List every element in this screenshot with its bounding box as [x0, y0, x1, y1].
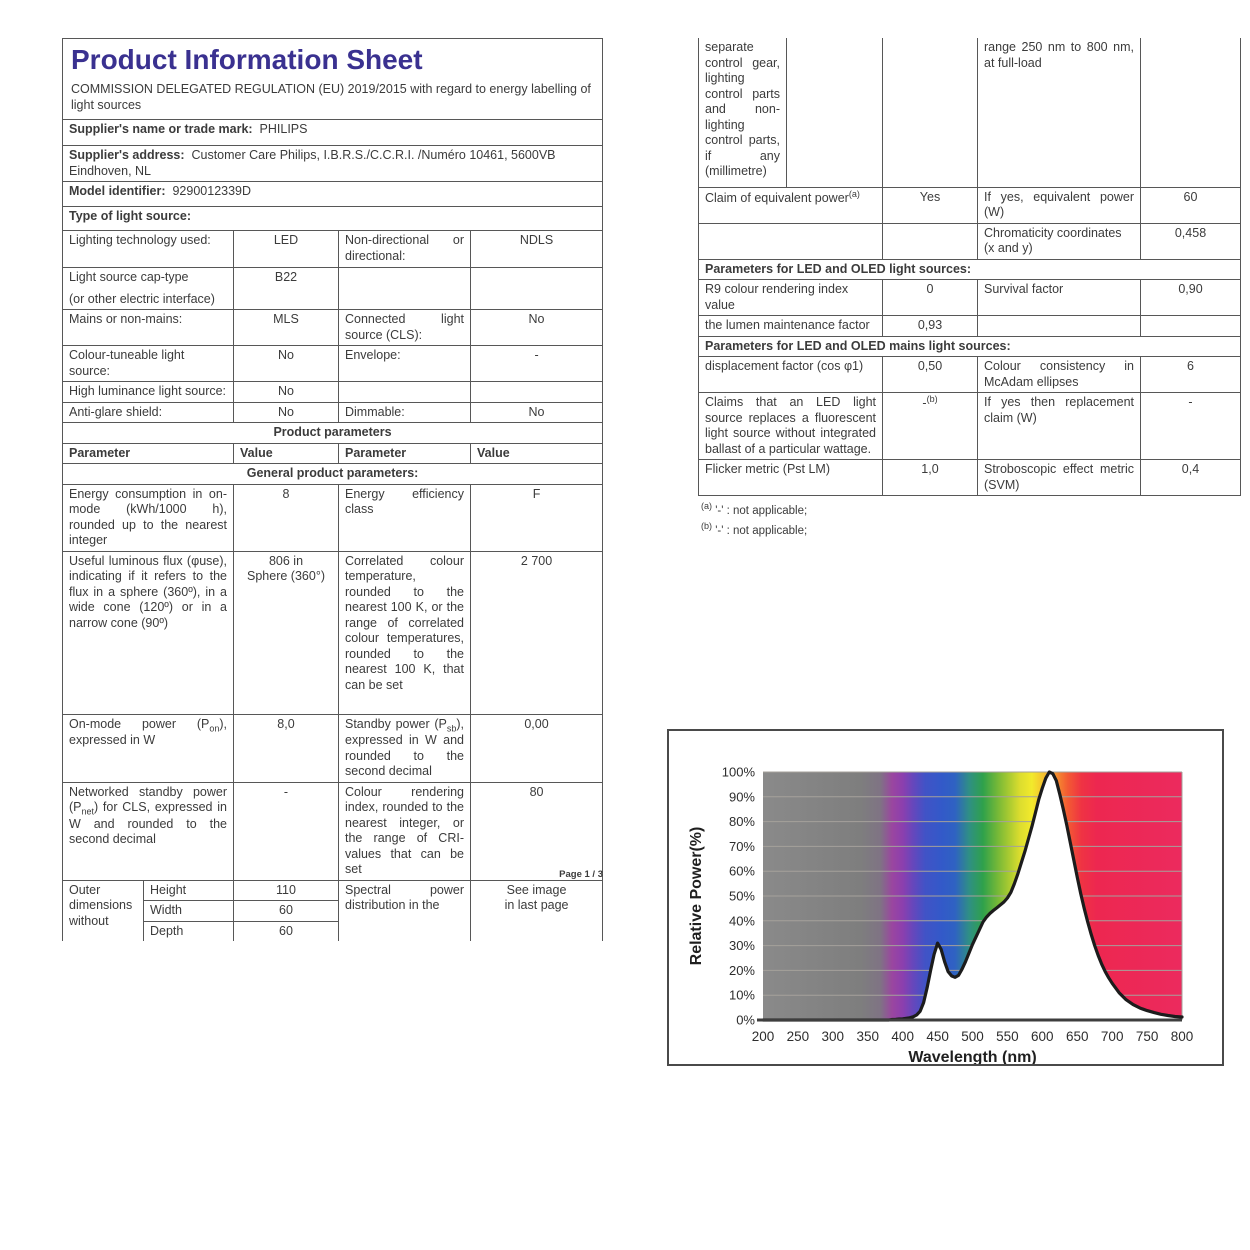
spectral-distribution-value [471, 880, 603, 941]
param-label: Claim of equivalent power$^{(a)}$ [699, 187, 883, 223]
param-label: Survival factor [978, 280, 1141, 316]
svg-text:20%: 20% [728, 962, 755, 978]
page-title: Product Information Sheet [71, 44, 423, 75]
param-label: Envelope: [339, 346, 471, 382]
param-value: 60 [1141, 187, 1241, 223]
param-label: Colour rendering index, rounded to the nearest integer, or the range of CRI-values that can be set [339, 782, 471, 880]
footnotes [698, 501, 1240, 541]
column-header-parameter: Parameter [63, 443, 234, 464]
footnote-b: $^{(b)}$ '-' : not applicable; [701, 521, 808, 537]
param-label: Energy consumption in on-mode (kWh/1000 h), rounded up to the nearest integer [63, 484, 234, 551]
svg-text:30%: 30% [728, 938, 755, 954]
param-label: Chromaticity coordinates (x and y) [978, 223, 1141, 259]
dimension-value: 60 [234, 901, 339, 922]
param-value: Yes [883, 187, 978, 223]
param-value: 8,0 [234, 714, 339, 782]
regulation-subtitle: COMMISSION DELEGATED REGULATION (EU) 2019/2015 with regard to energy labelling of light sources [71, 82, 591, 112]
column-header-value: Value [234, 443, 339, 464]
param-value: B22 [234, 268, 339, 310]
spectral-distribution-label: Spectral power distribution in the [339, 880, 471, 941]
svg-text:300: 300 [821, 1029, 845, 1044]
svg-text:Relative Power(%): Relative Power(%) [688, 826, 705, 966]
spd-chart [669, 731, 1222, 1064]
param-label: Dimmable: [339, 402, 471, 423]
dimension-label: Depth [144, 921, 234, 941]
svg-text:100%: 100% [721, 764, 755, 780]
model-identifier-row [63, 182, 603, 207]
left-page-column [62, 38, 602, 941]
model-identifier-value: 9290012339D [172, 184, 252, 198]
model-identifier-label: Model identifier: [69, 184, 166, 198]
see-image-line1: See image [506, 882, 567, 897]
svg-text:Wavelength (nm): Wavelength (nm) [908, 1049, 1037, 1064]
param-label: Anti-glare shield: [63, 402, 234, 423]
param-label: On-mode power $(P_{on})$, expressed in W [63, 714, 234, 782]
empty-cell [699, 223, 883, 259]
svg-text:350: 350 [856, 1029, 880, 1044]
param-value: 0,90 [1141, 280, 1241, 316]
svg-text:600: 600 [1031, 1029, 1054, 1044]
svg-text:400: 400 [891, 1029, 914, 1044]
title-cell [63, 39, 603, 120]
param-value: 80 [471, 782, 603, 880]
cap-type-line2: (or other electric interface) [69, 291, 215, 306]
param-value [234, 551, 339, 714]
supplier-name-label: Supplier's name or trade mark: [69, 122, 253, 136]
param-label: Energy efficiency class [339, 484, 471, 551]
flux-value-line2: Sphere (360°) [247, 569, 325, 583]
svg-text:90%: 90% [728, 789, 755, 805]
supplier-address-value: Customer Care Philips, I.B.R.S./C.C.R.I. /Numéro 10461, 5600VB Eindhoven, NL [69, 148, 556, 178]
param-label: High luminance light source: [63, 382, 234, 403]
param-value: No [234, 382, 339, 403]
svg-text:700: 700 [1100, 1029, 1124, 1044]
general-parameters-header: General product parameters: [63, 464, 603, 485]
param-label: Claims that an LED light source replaces a fluorescent light source without integrated ballast of a particular wattage. [699, 393, 883, 460]
dimension-label: Width [144, 901, 234, 922]
param-label: Mains or non-mains: [63, 310, 234, 346]
svg-text:650: 650 [1066, 1029, 1089, 1044]
svg-text:800: 800 [1170, 1029, 1194, 1044]
param-label: Useful luminous flux (φuse), indicating if it refers to the flux in a sphere (360º), in a wide cone (120º) or in a narrow cone (90º) [63, 551, 234, 714]
svg-text:60%: 60% [728, 863, 755, 879]
param-label: displacement factor (cos φ1) [699, 357, 883, 393]
empty-cell [339, 268, 471, 310]
outer-dimensions-continued-label: separate control gear, lighting control parts and non-lighting control parts, if any (millimetre) [699, 38, 787, 187]
param-label: Flicker metric (Pst LM) [699, 460, 883, 496]
svg-text:80%: 80% [728, 814, 755, 830]
param-value: LED [234, 231, 339, 268]
param-label: Lighting technology used: [63, 231, 234, 268]
product-info-table [62, 38, 603, 941]
empty-cell [1141, 38, 1241, 187]
page-number: Page 1 / 3 [559, 869, 603, 880]
supplier-address-row [63, 146, 603, 182]
dimension-value: 110 [234, 880, 339, 901]
svg-text:70%: 70% [728, 838, 755, 854]
empty-cell [339, 382, 471, 403]
param-value: 0,00 [471, 714, 603, 782]
svg-text:40%: 40% [728, 913, 755, 929]
param-value: 6 [1141, 357, 1241, 393]
param-value: - [471, 346, 603, 382]
dimension-value: 60 [234, 921, 339, 941]
empty-cell [1141, 316, 1241, 337]
param-label: Networked standby power $(P_{net})$ for CLS, expressed in W and rounded to the second decimal [63, 782, 234, 880]
svg-text:750: 750 [1135, 1029, 1159, 1044]
param-value: - [234, 782, 339, 880]
outer-dimensions-label: Outer dimensions without [63, 880, 144, 941]
empty-cell [883, 223, 978, 259]
empty-cell [787, 38, 883, 187]
param-value: F [471, 484, 603, 551]
svg-text:550: 550 [996, 1029, 1019, 1044]
param-value: 0,93 [883, 316, 978, 337]
svg-text:500: 500 [961, 1029, 984, 1044]
param-label: If yes, equivalent power (W) [978, 187, 1141, 223]
param-label: the lumen maintenance factor [699, 316, 883, 337]
param-value: 1,0 [883, 460, 978, 496]
product-info-table-continued [698, 38, 1241, 496]
svg-text:450: 450 [926, 1029, 949, 1044]
param-value: No [471, 310, 603, 346]
param-label: Colour-tuneable light source: [63, 346, 234, 382]
product-parameters-header: Product parameters [63, 423, 603, 444]
column-header-value: Value [471, 443, 603, 464]
empty-cell [883, 38, 978, 187]
param-label: Colour consistency in McAdam ellipses [978, 357, 1141, 393]
spd-figure [667, 729, 1224, 1066]
supplier-name-value: PHILIPS [259, 122, 308, 136]
column-header-parameter: Parameter [339, 443, 471, 464]
supplier-address-label: Supplier's address: [69, 148, 185, 162]
right-page-column [698, 38, 1240, 541]
param-label: Correlated colour temperature, rounded to the nearest 100 K, or the range of correlated colour temperatures, rounded to the nearest 100 K, that can be set [339, 551, 471, 714]
param-value: 0,4 [1141, 460, 1241, 496]
dimension-label: Height [144, 880, 234, 901]
param-value: 0 [883, 280, 978, 316]
param-value: NDLS [471, 231, 603, 268]
param-label: Non-directional or directional: [339, 231, 471, 268]
param-value: 2 700 [471, 551, 603, 714]
param-value: No [471, 402, 603, 423]
param-value: No [234, 346, 339, 382]
param-value: 0,50 [883, 357, 978, 393]
type-of-light-source-header: Type of light source: [63, 207, 603, 231]
param-label: R9 colour rendering index value [699, 280, 883, 316]
param-value: MLS [234, 310, 339, 346]
svg-text:50%: 50% [728, 888, 755, 904]
empty-cell [978, 316, 1141, 337]
led-oled-parameters-header: Parameters for LED and OLED light sources: [699, 259, 1241, 280]
param-label: If yes then replacement claim (W) [978, 393, 1141, 460]
param-label: Standby power $(P_{sb})$, expressed in W and rounded to the second decimal [339, 714, 471, 782]
cap-type-line1: Light source cap-type [69, 270, 189, 284]
spectral-range-label: range 250 nm to 800 nm, at full-load [978, 38, 1141, 187]
svg-text:250: 250 [786, 1029, 810, 1044]
param-value: No [234, 402, 339, 423]
see-image-line2: in last page [504, 898, 569, 912]
svg-text:0%: 0% [736, 1012, 755, 1028]
empty-cell [471, 382, 603, 403]
param-value: 0,458 [1141, 223, 1241, 259]
svg-text:200: 200 [751, 1029, 775, 1044]
led-oled-mains-parameters-header: Parameters for LED and OLED mains light sources: [699, 336, 1241, 357]
flux-value-line1: 806 in [268, 553, 304, 568]
empty-cell [471, 268, 603, 310]
param-label: Stroboscopic effect metric (SVM) [978, 460, 1141, 496]
param-label [63, 268, 234, 310]
param-value: -$^{(b)}$ [883, 393, 978, 460]
param-value: 8 [234, 484, 339, 551]
param-label: Connected light source (CLS): [339, 310, 471, 346]
param-value: - [1141, 393, 1241, 460]
supplier-name-row [63, 120, 603, 146]
svg-text:10%: 10% [728, 987, 755, 1003]
footnote-a: $^{(a)}$ '-' : not applicable; [701, 501, 808, 517]
